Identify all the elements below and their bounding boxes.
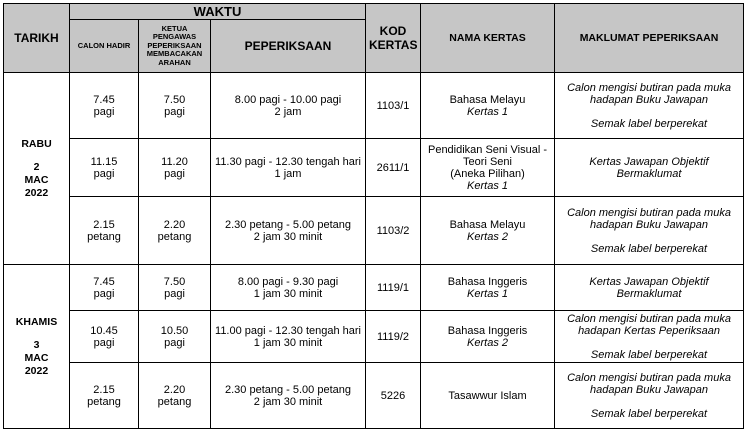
calon-time: 2.15 — [93, 383, 115, 396]
calon-period: petang — [87, 395, 121, 408]
header-waktu: WAKTU — [70, 4, 366, 20]
calon-hadir-cell — [70, 73, 139, 139]
ketua-time: 7.50 — [163, 275, 186, 288]
header-maklumat: MAKLUMAT PEPERIKSAAN — [555, 4, 744, 73]
ketua-pengawas-cell — [139, 197, 211, 265]
paper-name-line: (Aneka Pilihan) — [450, 167, 525, 180]
day-name: RABU — [21, 137, 52, 150]
header-kod-line: KOD — [379, 24, 407, 38]
note-line: Calon mengisi butiran pada muka — [567, 312, 731, 325]
table-row — [4, 197, 744, 265]
day-name: KHAMIS — [15, 315, 58, 328]
exam-time-range: 8.00 pagi - 9.30 pagi — [237, 275, 339, 288]
header-ketua-line-1: KETUA — [161, 23, 188, 33]
note-line: Calon mengisi butiran pada muka — [567, 371, 731, 384]
note-line: hadapan Buku Jawapan — [589, 93, 709, 106]
paper-number: Kertas 1 — [467, 287, 508, 300]
paper-name-line: Pendidikan Seni Visual - — [427, 143, 548, 156]
paper-name-line: Bahasa Melayu — [449, 218, 526, 231]
exam-duration: 2 jam — [274, 105, 302, 118]
note-line: Kertas Jawapan Objektif — [589, 275, 709, 288]
ketua-pengawas-cell — [139, 73, 211, 139]
note-line: hadapan Buku Jawapan — [589, 383, 709, 396]
calon-time: 7.45 — [93, 275, 115, 288]
date-cell — [4, 73, 70, 265]
calon-period: petang — [87, 230, 121, 243]
note-line: Bermaklumat — [616, 287, 682, 300]
peperiksaan-cell — [211, 363, 366, 429]
maklumat-cell — [555, 197, 744, 265]
kod-kertas-cell: 5226 — [366, 363, 421, 429]
peperiksaan-cell — [211, 311, 366, 363]
paper-name-line: Bahasa Melayu — [449, 93, 526, 106]
note-label-check: Semak label berperekat — [590, 117, 708, 130]
paper-name-line: Teori Seni — [463, 155, 512, 168]
ketua-pengawas-cell — [139, 311, 211, 363]
paper-name-line: Tasawwur Islam — [448, 389, 527, 402]
calon-hadir-cell — [70, 363, 139, 429]
table-row — [4, 139, 744, 197]
exam-duration: 1 jam — [274, 167, 302, 180]
exam-time-range: 2.30 petang - 5.00 petang — [225, 383, 351, 396]
calon-time: 2.15 — [93, 218, 115, 231]
header-tarikh: TARIKH — [4, 4, 70, 73]
calon-period: pagi — [93, 287, 115, 300]
date-month: MAC — [24, 351, 49, 364]
header-calon-hadir: CALON HADIR — [70, 20, 139, 73]
header-peperiksaan: PEPERIKSAAN — [211, 20, 366, 73]
ketua-period: pagi — [164, 105, 185, 118]
calon-period: pagi — [93, 167, 115, 180]
calon-hadir-cell — [70, 197, 139, 265]
ketua-pengawas-cell — [139, 363, 211, 429]
ketua-period: petang — [157, 395, 192, 408]
calon-hadir-cell — [70, 139, 139, 197]
maklumat-cell — [555, 265, 744, 311]
note-line: hadapan Kertas Peperiksaan — [578, 324, 720, 337]
table-row — [4, 265, 744, 311]
exam-duration: 2 jam 30 minit — [253, 230, 323, 243]
header-ketua-line-4: MEMBACAKAN — [146, 49, 203, 59]
note-line: Kertas Jawapan Objektif — [589, 155, 709, 168]
peperiksaan-cell — [211, 139, 366, 197]
maklumat-cell — [555, 311, 744, 363]
nama-kertas-cell — [421, 139, 555, 197]
date-number: 3 — [33, 338, 40, 351]
exam-time-range: 11.00 pagi - 12.30 tengah hari — [215, 324, 361, 337]
calon-time: 10.45 — [90, 324, 118, 337]
calon-period: pagi — [93, 105, 115, 118]
ketua-pengawas-cell — [139, 139, 211, 197]
paper-number: Kertas 1 — [467, 179, 508, 192]
ketua-period: pagi — [164, 287, 185, 300]
peperiksaan-cell — [211, 73, 366, 139]
calon-time: 11.15 — [90, 155, 118, 168]
exam-duration: 1 jam 30 minit — [253, 287, 323, 300]
peperiksaan-cell — [211, 265, 366, 311]
kod-kertas-cell: 1103/1 — [366, 73, 421, 139]
maklumat-cell — [555, 363, 744, 429]
note-line: hadapan Buku Jawapan — [589, 218, 709, 231]
exam-time-range: 2.30 petang - 5.00 petang — [225, 218, 351, 231]
header-ketua-line-2: PENGAWAS — [152, 32, 197, 42]
maklumat-cell — [555, 73, 744, 139]
ketua-time: 2.20 — [163, 218, 186, 231]
exam-time-range: 11.30 pagi - 12.30 tengah hari — [215, 155, 361, 168]
note-label-check: Semak label berperekat — [590, 407, 708, 420]
ketua-pengawas-cell — [139, 265, 211, 311]
ketua-time: 10.50 — [160, 324, 189, 337]
nama-kertas-cell — [421, 311, 555, 363]
calon-hadir-cell — [70, 311, 139, 363]
header-kertas-line: KERTAS — [369, 38, 418, 52]
paper-name-line: Bahasa Inggeris — [447, 324, 528, 337]
header-ketua-line-5: ARAHAN — [158, 57, 191, 67]
date-month: MAC — [24, 173, 49, 186]
exam-duration: 2 jam 30 minit — [253, 395, 323, 408]
date-year: 2022 — [24, 186, 49, 199]
header-nama-kertas: NAMA KERTAS — [421, 4, 555, 73]
note-label-check: Semak label berperekat — [590, 348, 708, 361]
exam-duration: 1 jam 30 minit — [253, 336, 323, 349]
kod-kertas-cell: 1119/1 — [366, 265, 421, 311]
date-number: 2 — [33, 160, 40, 173]
exam-time-range: 8.00 pagi - 10.00 pagi — [234, 93, 342, 106]
nama-kertas-cell — [421, 265, 555, 311]
kod-kertas-cell: 1103/2 — [366, 197, 421, 265]
table-row — [4, 363, 744, 429]
ketua-time: 11.20 — [161, 155, 188, 168]
table-row — [4, 73, 744, 139]
paper-name-line: Bahasa Inggeris — [447, 275, 528, 288]
note-label-check: Semak label berperekat — [590, 242, 708, 255]
nama-kertas-cell — [421, 197, 555, 265]
schedule-body — [4, 73, 744, 429]
date-cell — [4, 265, 70, 429]
ketua-time: 2.20 — [163, 383, 186, 396]
exam-schedule-table — [3, 3, 744, 429]
header-ketua-pengawas — [139, 20, 211, 73]
header-ketua-line-3: PEPERIKSAAN — [147, 40, 202, 50]
ketua-time: 7.50 — [163, 93, 186, 106]
paper-number: Kertas 1 — [467, 105, 508, 118]
calon-hadir-cell — [70, 265, 139, 311]
nama-kertas-cell — [421, 363, 555, 429]
header-kod-kertas — [366, 4, 421, 73]
paper-number: Kertas 2 — [467, 230, 508, 243]
kod-kertas-cell: 2611/1 — [366, 139, 421, 197]
kod-kertas-cell: 1119/2 — [366, 311, 421, 363]
calon-period: pagi — [93, 336, 115, 349]
paper-number: Kertas 2 — [467, 336, 508, 349]
nama-kertas-cell — [421, 73, 555, 139]
note-line: Calon mengisi butiran pada muka — [567, 206, 731, 219]
date-year: 2022 — [24, 364, 49, 377]
ketua-period: petang — [157, 230, 192, 243]
peperiksaan-cell — [211, 197, 366, 265]
calon-time: 7.45 — [93, 93, 115, 106]
ketua-period: pagi — [164, 336, 185, 349]
note-line: Bermaklumat — [616, 167, 682, 180]
maklumat-cell — [555, 139, 744, 197]
table-row — [4, 311, 744, 363]
note-line: Calon mengisi butiran pada muka — [567, 81, 731, 94]
ketua-period: pagi — [164, 167, 185, 180]
